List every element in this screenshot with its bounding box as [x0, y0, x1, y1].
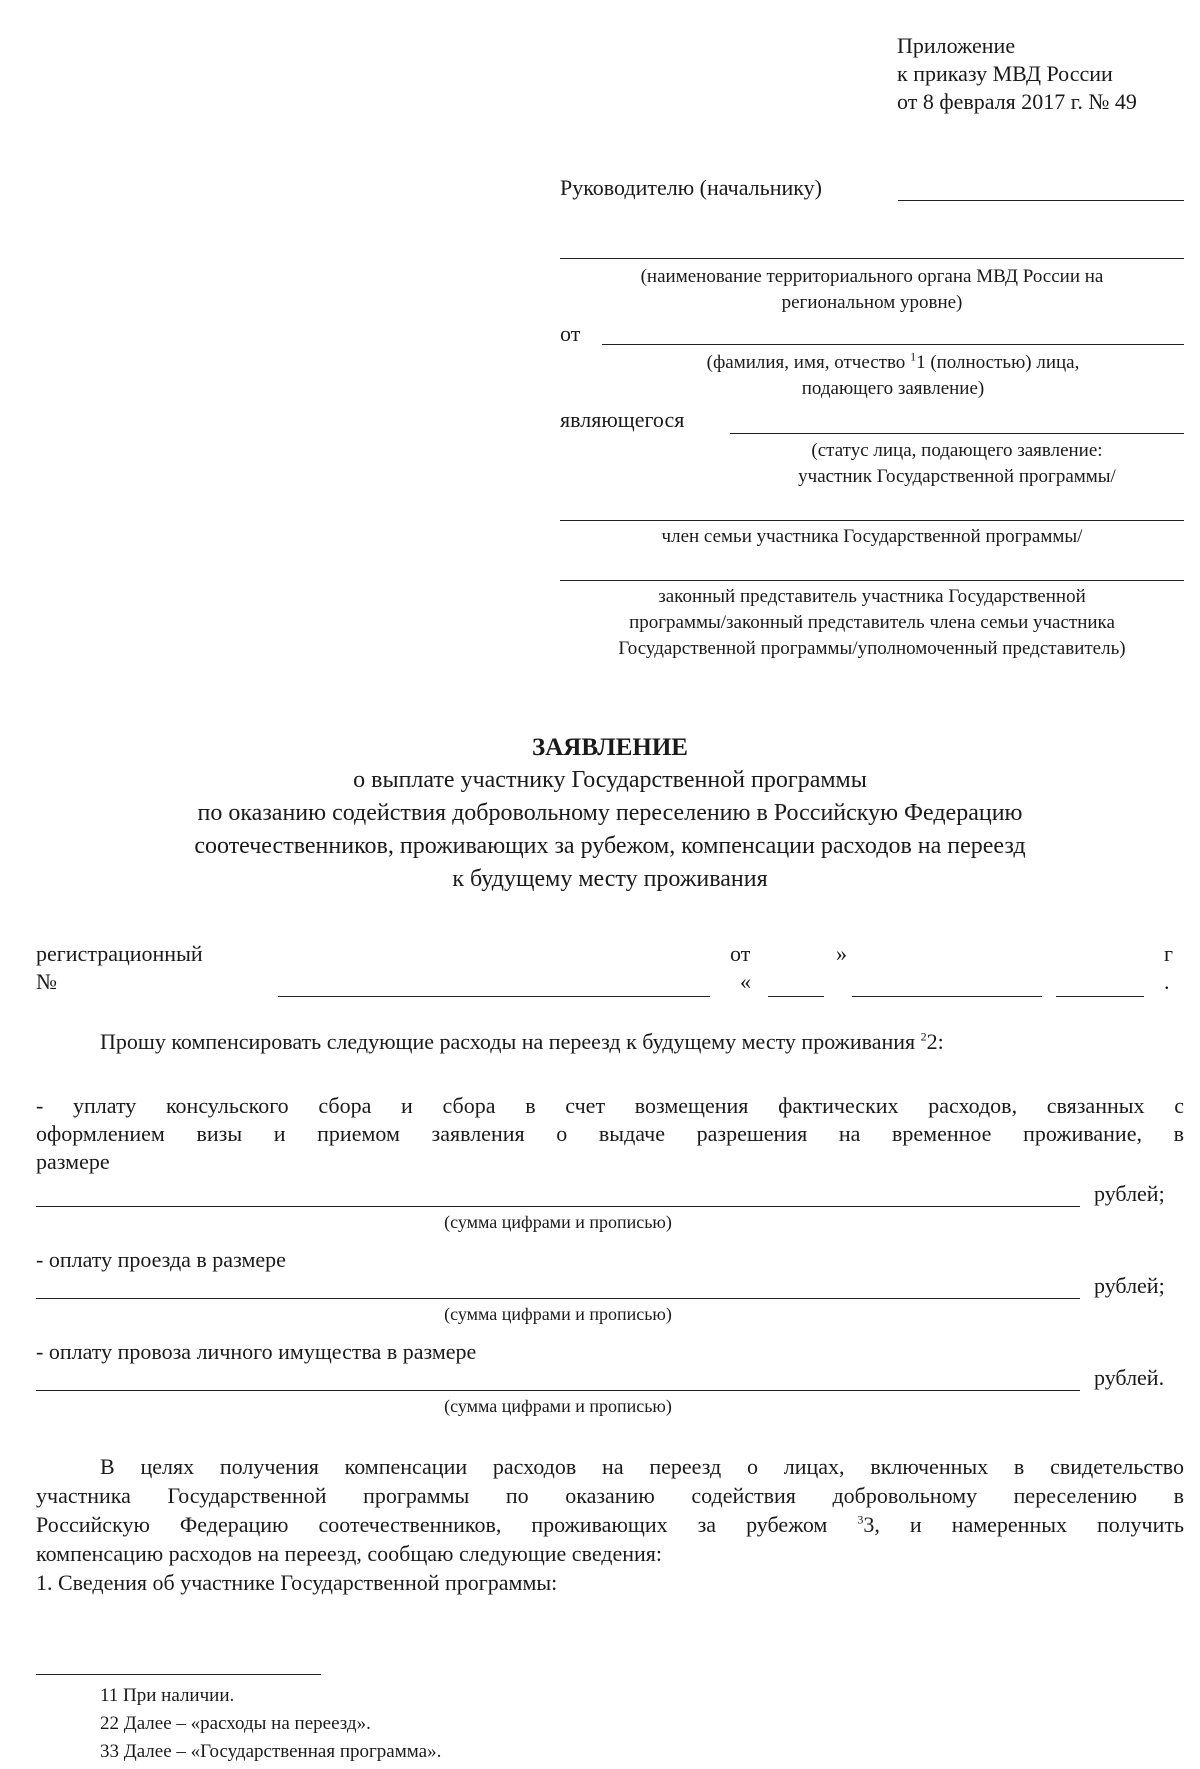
- status-rep-line-3: Государственной программы/уполномоченный представитель): [618, 638, 1126, 659]
- organization-caption: [560, 264, 1184, 316]
- request-item-travel: - оплату проезда в размере: [36, 1247, 286, 1272]
- status-caption-line-2: участник Государственной программы/: [798, 466, 1116, 487]
- footnote-separator: [36, 1674, 321, 1675]
- month-fill-line[interactable]: [852, 996, 1042, 997]
- name-caption-text-end: 1 (полностью) лица,: [916, 352, 1080, 373]
- request-item-consular-fee: [36, 1092, 1184, 1176]
- status-label: являющегося: [560, 407, 685, 432]
- footnote-ref-1: 1: [910, 349, 917, 364]
- info-line-2: участника Государственной программы по оказанию содействия добровольному переселению в: [36, 1483, 1184, 1508]
- appendix-line-1: Приложение: [897, 33, 1016, 58]
- sum-caption-3: (сумма цифрами и прописью): [444, 1396, 672, 1416]
- status-fill-line[interactable]: [730, 433, 1184, 434]
- sum-caption-1: (сумма цифрами и прописью): [444, 1212, 672, 1232]
- rubles-label-1: рублей;: [1094, 1181, 1165, 1206]
- info-line-4: компенсацию расходов на переезд, сообщаю следующие сведения:: [36, 1541, 663, 1566]
- registration-number-fill-line[interactable]: [278, 996, 710, 997]
- footnote-1: 11 При наличии.: [100, 1685, 235, 1706]
- applicant-name-caption-line-2: подающего заявление): [801, 378, 985, 399]
- request-intro-end: 2:: [926, 1029, 944, 1054]
- registration-from-label: от: [730, 941, 751, 966]
- request-intro-text: Прошу компенсировать следующие расходы на переезд к будущему месту проживания: [100, 1029, 921, 1054]
- registration-number-sign: №: [36, 969, 57, 994]
- day-fill-line[interactable]: [768, 996, 824, 997]
- footnote-ref-3: 3: [857, 1512, 864, 1527]
- sum-caption-2: (сумма цифрами и прописью): [444, 1304, 672, 1324]
- from-label: от: [560, 321, 581, 346]
- status-member-fill-line[interactable]: [560, 520, 1184, 521]
- applicant-name-fill-line[interactable]: [602, 344, 1184, 345]
- rubles-label-2: рублей;: [1094, 1273, 1165, 1298]
- item1-line-1: - уплату консульского сбора и сбора в счет возмещения фактических расходов, связанных с: [36, 1093, 1184, 1118]
- section-1-heading: 1. Сведения об участнике Государственной программы:: [36, 1570, 558, 1595]
- document-title-block: [36, 732, 1184, 896]
- title-line-4: к будущему месту проживания: [452, 866, 768, 892]
- travel-amount-fill-line[interactable]: [36, 1298, 1080, 1299]
- appendix-line-3: от 8 февраля 2017 г. № 49: [897, 89, 1137, 114]
- year-suffix-dot: .: [1164, 969, 1170, 994]
- status-option-representative: [560, 584, 1184, 662]
- status-rep-fill-line[interactable]: [560, 580, 1184, 581]
- document-title: ЗАЯВЛЕНИЕ: [532, 734, 688, 761]
- property-amount-fill-line[interactable]: [36, 1390, 1080, 1391]
- organization-fill-line[interactable]: [560, 258, 1184, 259]
- footnote-2: 22 Далее – «расходы на переезд».: [100, 1713, 371, 1734]
- name-caption-text: (фамилия, имя, отчество: [706, 352, 911, 373]
- appendix-line-2: к приказу МВД России: [897, 61, 1113, 86]
- info-line-1: В целях получения компенсации расходов на переезд о лицах, включенных в свидетельство: [100, 1454, 1184, 1479]
- title-line-3: соотечественников, проживающих за рубежом, компенсации расходов на переезд: [194, 833, 1026, 859]
- applicant-name-caption-line-1: [602, 350, 1184, 376]
- status-caption-line-1: (статус лица, подающего заявление:: [811, 440, 1103, 461]
- footnotes: [100, 1682, 441, 1766]
- footnote-ref-2: 2: [920, 1029, 927, 1044]
- organization-caption-line-1: (наименование территориального органа МВД России на: [640, 266, 1104, 287]
- status-caption: [730, 438, 1184, 490]
- info-line-3-end: 3, и намеренных получить: [863, 1512, 1184, 1537]
- title-line-1: о выплате участнику Государственной программы: [353, 767, 867, 793]
- organization-caption-line-2: региональном уровне): [781, 292, 963, 313]
- request-intro: [100, 1028, 944, 1056]
- quote-close: »: [836, 941, 847, 966]
- status-option-member: член семьи участника Государственной программы/: [661, 526, 1083, 547]
- addressee-label: Руководителю (начальнику): [560, 175, 822, 200]
- info-line-3: [36, 1510, 1184, 1539]
- status-rep-line-1: законный представитель участника Государственной: [658, 586, 1086, 607]
- item1-line-3: размере: [36, 1149, 110, 1174]
- info-paragraph: [36, 1452, 1184, 1597]
- appendix-header: [897, 32, 1137, 116]
- year-suffix-letter: г: [1164, 941, 1174, 966]
- title-line-2: по оказанию содействия добровольному переселению в Российскую Федерацию: [197, 800, 1023, 826]
- registration-label: [36, 940, 203, 996]
- status-rep-line-2: программы/законный представитель члена семьи участника: [629, 612, 1115, 633]
- footnote-3: 33 Далее – «Государственная программа».: [100, 1741, 442, 1762]
- rubles-label-3: рублей.: [1094, 1365, 1165, 1390]
- applicant-name-caption: [602, 350, 1184, 402]
- registration-label-line-1: регистрационный: [36, 941, 203, 966]
- item1-line-2: оформлением визы и приемом заявления о выдаче разрешения на временное проживание, в: [36, 1121, 1184, 1146]
- addressee-fill-line[interactable]: [898, 200, 1184, 201]
- request-item-property: - оплату провоза личного имущества в размере: [36, 1339, 477, 1364]
- year-suffix: [1164, 940, 1173, 996]
- year-fill-line[interactable]: [1056, 996, 1144, 997]
- info-line-3-text: Российскую Федерацию соотечественников, проживающих за рубежом: [36, 1512, 858, 1537]
- consular-fee-amount-fill-line[interactable]: [36, 1206, 1080, 1207]
- quote-open: «: [740, 969, 751, 994]
